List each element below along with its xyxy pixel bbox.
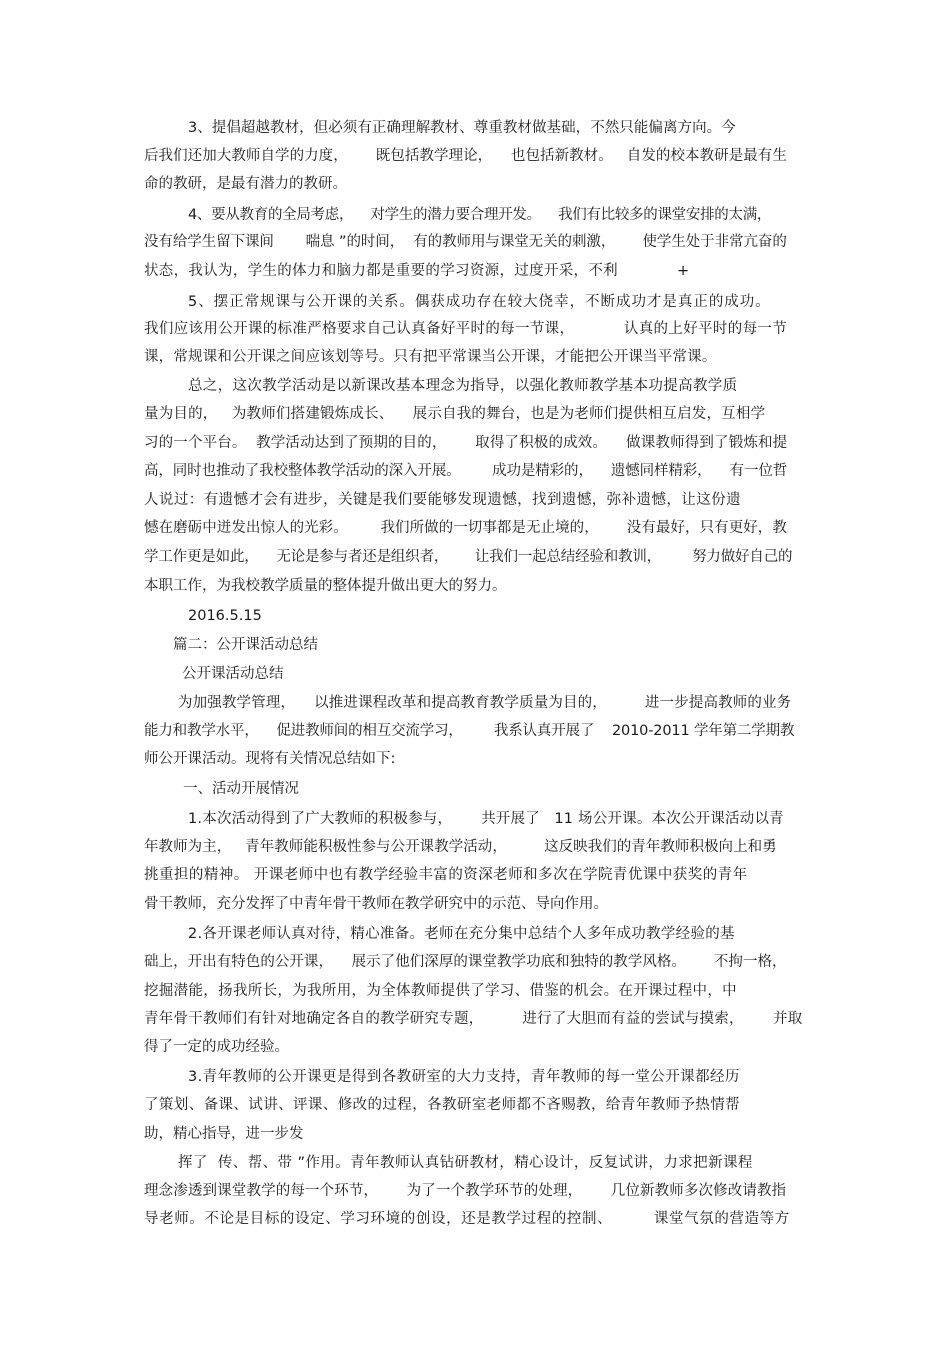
- text-line: 挖掘潜能，扬我所长，为我所用，为全体教师提供了学习、借鉴的机会。在开课过程中，中: [144, 983, 737, 999]
- text-line: 篇二：公开课活动总结: [173, 637, 318, 653]
- text-line: 为加强教学管理， 以推进课程改革和提高教育教学质量为目的， 进一步提高教师的业务: [178, 695, 792, 711]
- text-line: 理念渗透到课堂教学的每一个环节， 为了一个教学环节的处理， 几位新教师多次修改请教指: [144, 1183, 787, 1199]
- text-line: 习的一个平台。 教学活动达到了预期的目的， 取得了积极的成效。 做课教师得到了锻炼和提: [144, 435, 788, 451]
- text-line: 2016.5.15: [188, 608, 262, 624]
- text-line: 憾在磨砺中迸发出惊人的光彩。 我们所做的一切事都是无止境的， 没有最好，只有更好，教: [144, 520, 787, 536]
- text-line: 础上，开出有特色的公开课， 展示了他们深厚的课堂教学功底和独特的教学风格。 不拘一格，: [144, 954, 787, 970]
- text-line: 导老师。不论是目标的设定、学习环境的创设，还是教学过程的控制、 课堂气氛的营造等方: [144, 1211, 790, 1227]
- text-line: 师公开课活动。现将有关情况总结如下:: [144, 751, 396, 767]
- text-line: 青年骨干教师们有针对地确定各自的教学研究专题， 进行了大胆而有益的尝试与摸索， 并取: [144, 1011, 803, 1027]
- text-line: 2.各开课老师认真对待，精心准备。老师在充分集中总结个人多年成功教学经验的基: [188, 926, 735, 942]
- text-line: 课，常规课和公开课之间应该划等号。只有把平常课当公开课，才能把公开课当平常课。: [144, 349, 717, 365]
- text-line: 后我们还加大教师自学的力度， 既包括教学理论， 也包括新教材。 自发的校本教研是最有生: [144, 148, 787, 164]
- text-line: 没有给学生留下课间 喘息 ”的时间， 有的教师用与课堂无关的刺激， 使学生处于非常亢奋的: [144, 234, 787, 250]
- text-line: 年教师为主， 青年教师能积极性参与公开课教学活动， 这反映我们的青年教师积极向上和勇: [144, 839, 777, 855]
- text-line: 挑重担的精神。 开课老师中也有教学经验丰富的资深老师和多次在学院青优课中获奖的青年: [144, 867, 748, 883]
- text-line: 高，同时也推动了我校整体教学活动的深入开展。 成功是精彩的， 遗憾同样精彩， 有一位哲: [144, 463, 788, 479]
- text-line: 挥了 传、帮、带 ”作用。青年教师认真钻研教材，精心设计，反复试讲，力求把新课程: [178, 1155, 753, 1171]
- text-line: 3.青年教师的公开课更是得到各教研室的大力支持，青年教师的每一堂公开课都经历: [188, 1069, 740, 1085]
- text-line: 骨干教师，充分发挥了中青年骨干教师在教学研究中的示范、导向作用。: [144, 896, 608, 912]
- text-line: 助，精心指导，进一步发: [144, 1126, 304, 1142]
- text-line: 公开课活动总结: [182, 666, 284, 682]
- text-line: 本职工作，为我校教学质量的整体提升做出更大的努力。: [144, 578, 507, 594]
- text-line: 5、摆正常规课与公开课的关系。偶获成功存在较大侥幸，不断成功才是真正的成功。: [188, 294, 771, 310]
- text-line: 我们应该用公开课的标准严格要求自己认真备好平时的每一节课， 认真的上好平时的每一节: [144, 321, 788, 337]
- text-line: 得了一定的成功经验。: [144, 1039, 289, 1055]
- text-line: 总之，这次教学活动是以新课改基本理念为指导，以强化教师教学基本功提高教学质: [188, 378, 738, 394]
- text-line: 了策划、备课、试讲、评课、修改的过程，各教研室老师都不吝赐教，给青年教师予热情帮: [144, 1097, 740, 1113]
- text-line: 能力和教学水平， 促进教师间的相互交流学习， 我系认真开展了 2010-2011 学年第二学期教: [144, 723, 795, 739]
- text-line: 学工作更是如此， 无论是参与者还是组织者， 让我们一起总结经验和教训， 努力做好自己的: [144, 549, 793, 565]
- text-line: 1.本次活动得到了广大教师的积极参与， 共开展了 11 场公开课。本次公开课活动以青: [188, 811, 784, 827]
- text-line: 4、要从教育的全局考虑， 对学生的潜力要合理开发。 我们有比较多的课堂安排的太满，: [188, 207, 772, 223]
- text-line: 命的教研，是最有潜力的教研。: [144, 176, 347, 192]
- text-line: 人说过：有遗憾才会有进步，关键是我们要能够发现遗憾，找到遗憾，弥补遗憾，让这份遗: [144, 492, 741, 508]
- text-line: 3、提倡超越教材，但必须有正确理解教材、尊重教材做基础，不然只能偏离方向。今: [188, 120, 736, 136]
- text-line: 一、活动开展情况: [183, 781, 299, 797]
- text-line: 量为目的， 为教师们搭建锻炼成长、 展示自我的舞台，也是为老师们提供相互启发，互相学: [144, 406, 766, 422]
- text-line: 状态，我认为，学生的体力和脑力都是重要的学习资源，过度开采，不利 +: [144, 263, 690, 279]
